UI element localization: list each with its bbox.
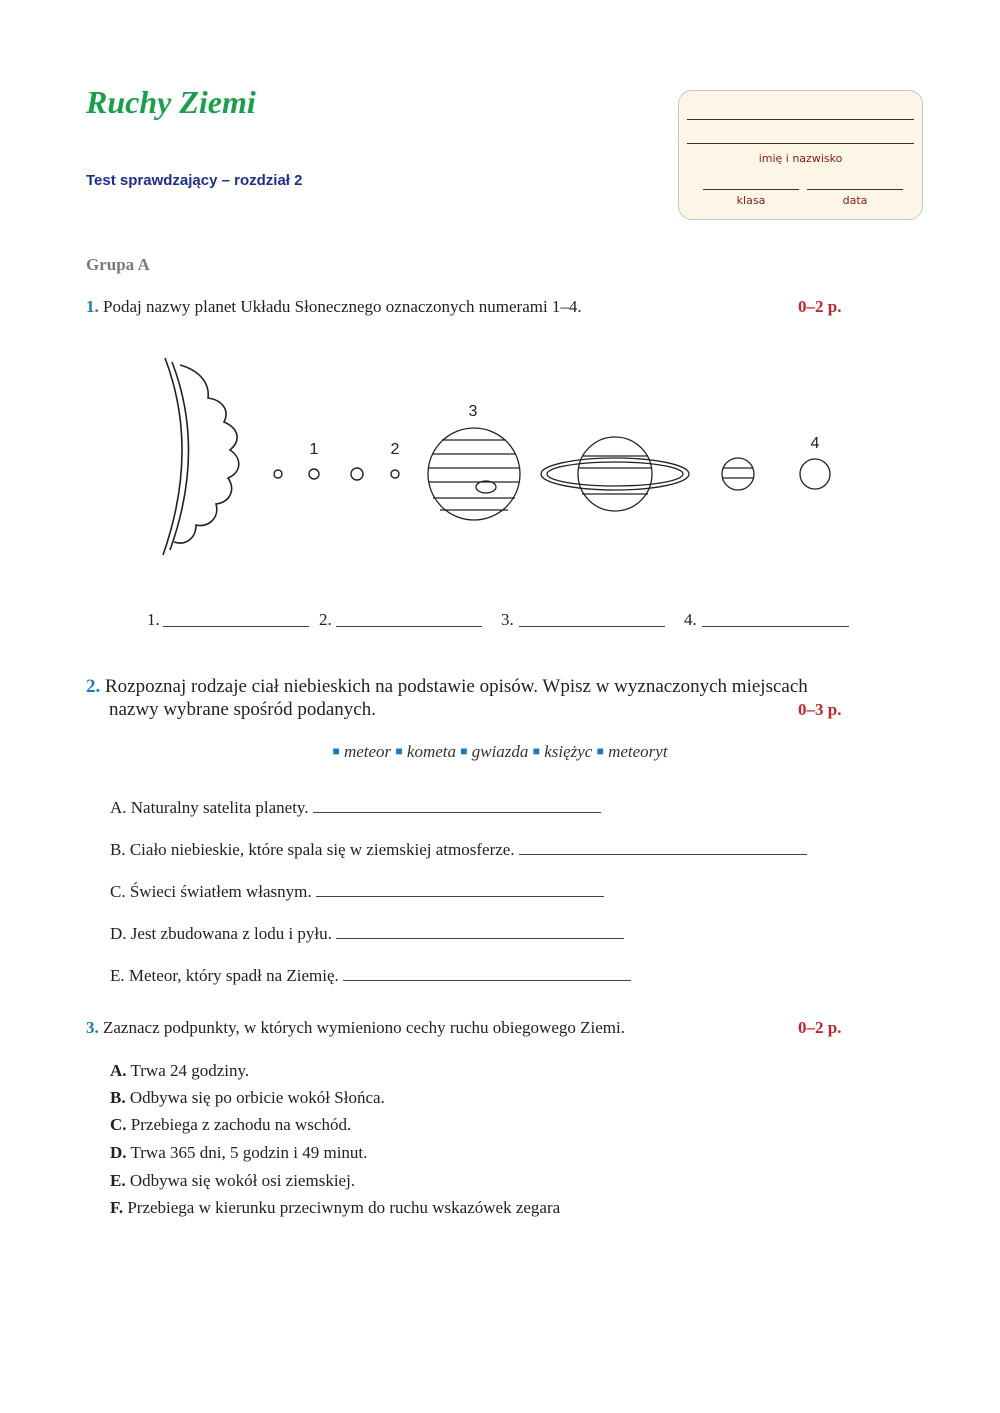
q2-item-text: D. Jest zbudowana z lodu i pyłu. [110, 924, 332, 943]
q2-answer-field[interactable] [336, 924, 624, 939]
answer-1-field[interactable] [163, 626, 309, 627]
planet-uranus [722, 458, 754, 490]
bullet-icon: ■ [460, 744, 468, 758]
answer-2-label: 2. [319, 610, 332, 629]
word-option: meteoryt [608, 742, 668, 761]
question-text-line1: Rozpoznaj rodzaje ciał niebieskich na podstawie opisów. Wpisz w wyznaczonych miejscach [105, 676, 808, 697]
q2-item-text: A. Naturalny satelita planety. [110, 798, 309, 817]
sun-illustration [163, 358, 239, 555]
bullet-icon: ■ [596, 744, 604, 758]
question-3 [86, 1018, 625, 1038]
q3-option-c[interactable] [110, 1115, 351, 1135]
q2-answer-field[interactable] [313, 798, 601, 813]
planet-2 [391, 470, 399, 478]
question-2 [86, 675, 808, 698]
option-text: Przebiega z zachodu na wschód. [130, 1115, 352, 1134]
answer-2-field[interactable] [336, 626, 482, 627]
question-number: 1. [86, 297, 99, 316]
answer-1-label: 1. [147, 610, 160, 629]
option-letter: D. [110, 1143, 127, 1162]
answer-3-label: 3. [501, 610, 514, 629]
question-number: 2. [86, 676, 101, 697]
word-bank [0, 742, 1000, 762]
planet-saturn [541, 437, 689, 511]
date-label: data [842, 194, 868, 207]
q3-option-e[interactable] [110, 1171, 355, 1191]
q2-item-a [110, 798, 601, 818]
option-text: Odbywa się po orbicie wokół Słońca. [129, 1088, 385, 1107]
q2-item-d [110, 924, 624, 944]
date-line[interactable] [807, 189, 903, 190]
planet-mercury-dot [274, 470, 282, 478]
option-text: Trwa 365 dni, 5 godzin i 49 minut. [130, 1143, 368, 1162]
solar-system-figure [150, 350, 850, 565]
question-3-points: 0–2 p. [798, 1018, 842, 1037]
bullet-icon: ■ [532, 744, 540, 758]
option-letter: C. [110, 1115, 127, 1134]
planet-3-jupiter [428, 428, 520, 520]
planet-1 [309, 469, 319, 479]
name-label: imię i nazwisko [758, 152, 843, 165]
question-2-points: 0–3 p. [798, 700, 842, 719]
q2-answer-field[interactable] [343, 966, 631, 981]
q2-item-e [110, 966, 631, 986]
planet-4 [800, 459, 830, 489]
question-text: Zaznacz podpunkty, w których wymieniono cechy ruchu obiegowego Ziemi. [103, 1018, 625, 1037]
option-text: Odbywa się wokół osi ziemskiej. [129, 1171, 356, 1190]
option-letter: F. [110, 1198, 124, 1217]
answer-3-field[interactable] [519, 626, 665, 627]
q3-option-b[interactable] [110, 1088, 385, 1108]
word-option: księżyc [544, 742, 593, 761]
group-label: Grupa A [86, 255, 150, 274]
page-subtitle: Test sprawdzający – rozdział 2 [86, 172, 303, 189]
option-text: Przebiega w kierunku przeciwnym do ruchu wskazówek zegara [127, 1198, 561, 1217]
q2-answer-field[interactable] [316, 882, 604, 897]
q2-item-text: B. Ciało niebieskie, które spala się w ziemskiej atmosferze. [110, 840, 515, 859]
bullet-icon: ■ [395, 744, 403, 758]
q2-answer-field[interactable] [519, 840, 807, 855]
question-text: Podaj nazwy planet Układu Słonecznego oznaczonych numerami 1–4. [103, 297, 582, 316]
option-letter: E. [110, 1171, 126, 1190]
class-line[interactable] [703, 189, 799, 190]
q2-item-text: E. Meteor, który spadł na Ziemię. [110, 966, 339, 985]
option-letter: A. [110, 1061, 127, 1080]
class-label: klasa [736, 194, 766, 207]
question-number: 3. [86, 1018, 99, 1037]
q2-item-c [110, 882, 604, 902]
option-text: Trwa 24 godziny. [130, 1061, 250, 1080]
name-line-2[interactable] [687, 143, 914, 144]
question-1 [86, 297, 582, 317]
word-option: gwiazda [471, 742, 529, 761]
word-option: kometa [406, 742, 456, 761]
answer-4-label: 4. [684, 610, 697, 629]
name-line-1[interactable] [687, 119, 914, 120]
answer-4-field[interactable] [702, 626, 849, 627]
figure-label-1: 1 [309, 441, 319, 458]
question-2-line2: nazwy wybrane spośród podanych. [109, 699, 376, 720]
planet-earth-dot [351, 468, 363, 480]
figure-label-4: 4 [810, 435, 820, 452]
page-title: Ruchy Ziemi [86, 84, 256, 120]
q3-option-d[interactable] [110, 1143, 367, 1163]
student-info-box [678, 90, 923, 220]
q2-item-b [110, 840, 807, 860]
q3-option-a[interactable] [110, 1061, 249, 1081]
figure-label-2: 2 [390, 441, 400, 458]
word-option: meteor [343, 742, 392, 761]
figure-label-3: 3 [468, 403, 478, 420]
q2-item-text: C. Świeci światłem własnym. [110, 882, 312, 901]
question-1-points: 0–2 p. [798, 297, 842, 316]
option-letter: B. [110, 1088, 126, 1107]
bullet-icon: ■ [332, 744, 340, 758]
q3-option-f[interactable] [110, 1198, 560, 1218]
